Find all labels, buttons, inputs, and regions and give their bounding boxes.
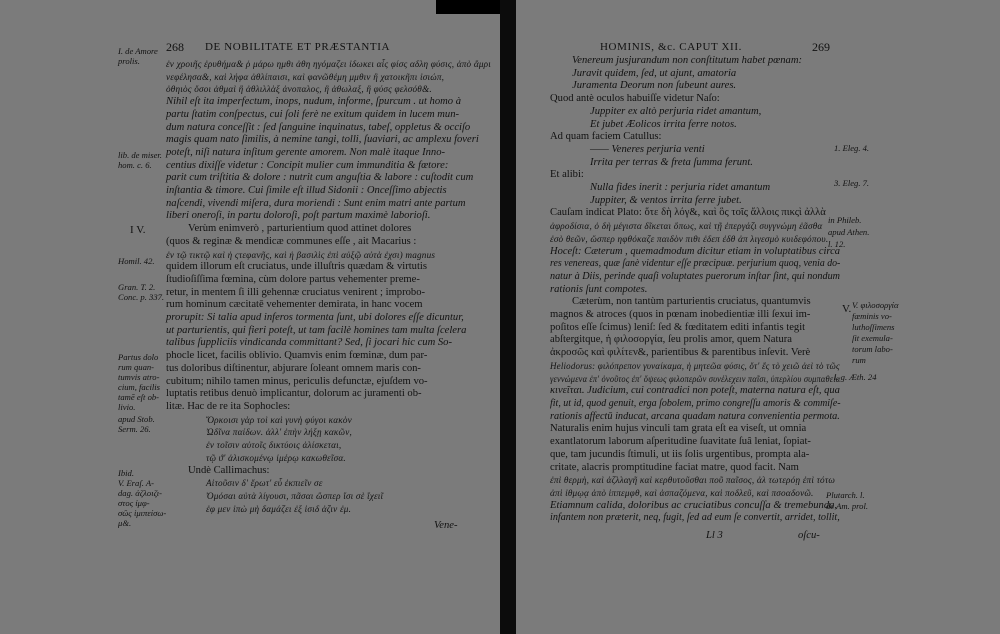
text-line: Verùm enimverò , parturientium quod attinet dolores <box>188 223 412 235</box>
text-line: quidem illorum eſt cruciatus, unde illuſtris quædam & virtutis <box>166 261 427 273</box>
text-line: magis quam nato ſimilis, à nemine tangi, tolli, ſuaviari, ac amplexu foveri <box>166 134 479 146</box>
text-line: Naturalis enim hujus vinculi tam grata eſt ea viseſt, ut omnia <box>550 423 807 435</box>
binding-gutter <box>500 0 516 634</box>
margin-note: 1. Eleg. 4. <box>834 143 870 153</box>
running-head: DE NOBILITATE ET PRÆSTANTIA <box>205 41 391 53</box>
page-number: 268 <box>166 40 184 54</box>
margin-note: Conc. p. 337. <box>118 292 165 302</box>
catchword: oſcu- <box>798 530 820 541</box>
text-line: poteſt, niſi natura inſitum gerente amorem. Non malè itaque Inno- <box>166 146 446 158</box>
signature-mark: Ll 3 <box>706 530 723 541</box>
margin-note: Serm. 26. <box>118 424 151 434</box>
margin-note: Ibid. <box>118 468 134 478</box>
text-line: ἐφ μεν ἰπὼ μὴ δαμάζει ἐξ ἰσιδ ἀζιν ἐμ. <box>206 503 352 514</box>
margin-note: luthoſſimens <box>852 322 895 332</box>
text-line: centius dixiſſe videtur : Concipit mulier cum immunditia & fœtore: <box>166 159 449 171</box>
text-line: ἐν τοῖσιν αὐτοῖς δικτύοις ἁλίσκεται, <box>206 440 342 451</box>
section-mark: V. <box>842 303 852 315</box>
right-page <box>516 0 1000 634</box>
margin-note: de Am. prol. <box>826 501 869 511</box>
text-line: Αἰτοῦσιν δ' ἔρωτ' εὖ ἐκπιεῖν σε <box>206 478 323 489</box>
text-line: naſcendi, vivendi miſera, dura moriendi : Sunt enim matri ante partum <box>166 197 466 209</box>
text-line: τῷ ϑ' ἁλισκομένῳ ἱμέρῳ κακωθεῖσα. <box>206 452 346 463</box>
text-line: κινεῖται. Judicium, cui contradici non poteſt, materna natura eſt, qua <box>550 385 840 397</box>
margin-note: hom. c. 6. <box>118 160 152 170</box>
text-line: exantlatorum laborum aſperitudine ſuavitate ſuâ leniat, ſopiat- <box>550 436 811 448</box>
margin-note: Homil. 42. <box>118 256 155 266</box>
page-edge-shadow <box>436 0 500 14</box>
margin-note: I. de Amore <box>118 46 158 56</box>
margin-note: livio. <box>118 402 136 412</box>
text-line: ἐπὶ θερμὴ, καὶ ἀζλλαγῆ καὶ κερθυτοῦσθαι ποῦ παῖσος, ἀλ τωτερόῃ ἐπὶ τότω <box>550 475 836 486</box>
text-line: Hoceſt: Cæterum , quemadmodum dicitur etiam in voluptatibus circa <box>550 245 841 257</box>
text-line: natur à Diis, perinde quaſi voluptates puerorum inſtar ſint, qui nondum <box>550 270 841 282</box>
text-line: dum natura conceſſit : ſed ſanguine inquinatus, tabeſ, oppletus & occiſo <box>166 121 471 133</box>
running-head: HOMINIS, &c. CAPUT XII. <box>600 41 742 53</box>
text-line: Venereum jusjurandum non conſtitutum habet pœnam: <box>572 55 802 66</box>
text-line: Juravit quidem, ſed, ut ajunt, amatoria <box>572 67 737 79</box>
margin-note: στος ἰμφ- <box>118 498 150 508</box>
right-body-text <box>550 55 840 525</box>
text-line: res venereas, quæ ſanè videntur eſſe præcipuæ. perjurium quoq, venia do- <box>550 258 841 270</box>
margin-note: tumvis atro- <box>118 372 160 382</box>
text-line: Quod antè oculos habuiſſe videtur Naſo: <box>550 93 720 105</box>
text-line: (quos & reginæ & mendicæ communes eſſe , ait Macarius : <box>166 235 417 247</box>
text-line: poſitos eſſe ſcimus) leniſ: ſed & fœditatem editi infantis tegit <box>550 321 806 333</box>
text-line: Nihil eſt ita imperfectum, inops, nudum, informe, ſpurcum . ut homo à <box>166 96 462 108</box>
text-line: ἐν χροιῆς ἐρυθήμα& ῥ μάρω ημθι ἀθη ηγόμαζει ἰδωκει αἷς φίσς αδλη φύσις, ἀπὸ ἄμρι <box>166 59 491 69</box>
text-line: Ad quam faciem Catullus: <box>550 131 662 143</box>
margin-note: tamē eſt ob- <box>118 392 160 402</box>
text-line: rationis affectū inducat, arcana quadam natura convenientia permota. <box>550 410 840 422</box>
text-line: Ὅρκοισι γὰρ τοὶ καὶ γυνὴ φύγοι κακὸν <box>206 414 352 425</box>
margin-note: σῶς ἱμιπείσω- <box>118 508 167 518</box>
text-line: Cauſam indicat Plato: ὅτε δὴ λόγ&, καὶ ὃς τοῖς ἄλλοις πικςὶ ἀλλὰ <box>550 207 826 219</box>
text-line: Irrita per terras & freta ſumma ferunt. <box>590 156 753 168</box>
text-line: ut parturientis, qui fieri poteſt, ut tam facilè homines tam multa ſcelera <box>166 324 467 336</box>
text-line: magnos & atroces (quos in pœnam inobedientiæ illi ſexui im- <box>550 309 811 321</box>
text-line: prorupit: Si talia apud inferos tormenta ſunt, ubi dolores eſſe dicuntur, <box>166 312 464 324</box>
left-body-text <box>166 58 496 515</box>
text-line: ἐν τῷ τικτῷ καὶ ἡ ςτεφανῆς, καὶ ἡ βασιλὶς ἐπὶ αὐξῷ αὐτὰ ἐχσι) magnus <box>166 249 436 260</box>
text-line: Et jubet Æolicos irrita ferre notos. <box>590 118 737 130</box>
text-line: Heliodorus: φιλόπρεπον γυναίκαμα, ἡ μητεῶα φύσις, ὅτ' ἔς τὸ χειῶ ἀεὶ τὸ τῶς <box>550 360 840 371</box>
text-line: Juppiter, & ventos irrita ferre jubet. <box>590 194 742 206</box>
margin-note: V. Eraſ. A- <box>118 478 154 488</box>
catchword: Vene- <box>434 520 458 531</box>
text-line: que, tam jucundis ſtimuli, ut iis ſolis urgentibus, prompta ala- <box>550 448 810 460</box>
margin-note: lib. de miser. <box>118 150 162 160</box>
margin-note: dag. ἀζλοιζι- <box>118 488 163 498</box>
text-line: partu ſtatim conſpectus, cui ſoli ferè ne exitum quidem in lucem mun- <box>166 108 460 120</box>
text-line: critate, alacris promptitudine faciat matre, quod facit. Nam <box>550 461 799 473</box>
margin-note: Plutarch. l. <box>826 490 865 500</box>
text-line: abſtergitque, ἡ φιλοσοργία, ſeu prolis amor, quem Natura <box>550 334 792 346</box>
text-line: —— Veneres perjuria venti <box>590 143 705 155</box>
text-line: Cæterùm, non tantùm parturientis cruciatus, quantumvis <box>572 296 811 308</box>
margin-note: Gran. T. 2. <box>118 282 156 292</box>
text-line: Ὠδῖνα παίδων. ἀλλ' ἐπὴν λήξῃ κακῶν, <box>206 427 352 438</box>
text-line: parit cum triſtitia & dolore : nutrit cum anguſtia & labore : cuſtodit cum <box>166 172 474 184</box>
text-line: inſtantia & timore. Cui ſimile eſt illud Sidonii : Onceſſimo abjectis <box>166 185 447 197</box>
text-line: ὀθηιὸς ὅσοι ἀθμαὶ ἢ ἀθλιλλὰξ ἀνοπαλος, ἢ ἀθωλαξ, ἢ φύσς φελσόθ&. <box>166 84 432 95</box>
page-number: 269 <box>812 40 830 54</box>
margin-note: 3. Eleg. 7. <box>834 178 870 188</box>
margin-note: apud Stob. <box>118 414 155 424</box>
margin-note: rum <box>852 355 866 365</box>
margin-note: rum quan- <box>118 362 155 372</box>
text-line: γεννώμενα ἐπ' ὀνοῦτος ἐπ' ὄψεως φιλοπερῶν συνέλεχειν παῖσι, ὑπερλίου συμπαθεία <box>550 373 841 384</box>
text-line: fit, ut id, quod genuit, erga ſobolem, primo congreſſu amoris & commiſe- <box>550 397 841 409</box>
margin-note: fæminis vo- <box>852 311 892 321</box>
text-line: ἀφροδίσια, ὁ δὴ μέγιστα δῖκεται ὅπως, καὶ τῇ ἐπεργάζι συγγνώμη ἐᾶσθα <box>550 221 823 232</box>
margin-note: l. 12. <box>828 239 846 249</box>
margin-note: apud Athen. <box>828 227 870 237</box>
text-line: rationis ſunt compotes. <box>550 283 648 295</box>
text-line: cubitum; nihilo tamen minus, periculis defunctæ, ejuſdem vo- <box>166 375 428 387</box>
text-line: phocle licet, facilis oblivio. Quamvis enim fœminæ, dum par- <box>166 350 428 362</box>
text-line: ἀπὶ ἰθμῳᾳ ἀπὸ ἰππεμφθ, καὶ ἀσπαζόμενα, καὶ ποδλεῦ, καὶ πσοαδονῶ. <box>550 487 814 498</box>
text-line: Juppiter ex altò perjuria ridet amantum, <box>590 105 762 117</box>
text-line: Undè Callimachus: <box>188 464 270 476</box>
text-line: Etiamnum calida, doloribus ac cruciatibus concuſſa & tremebunda, <box>550 499 838 511</box>
text-line: Juramenta Deorum non ſubeunt aures. <box>572 80 737 92</box>
margin-note: prolis. <box>118 56 140 66</box>
margin-note: Partus dolo <box>118 352 159 362</box>
text-line: Nulla fides inerit : perjuria ridet amantum <box>590 182 771 194</box>
text-line: retur, in mentem ſi illi gehennæ cruciatus venirent ; improbo- <box>166 286 426 298</box>
text-line: ἐσὸ θεῶν, ὥσπερ ηφθόκαζε παιδὸν πιθι ἐδεπ ἐδθ ἀπ λιγεσμὸ κυιδεφόπου. <box>550 233 829 244</box>
text-line: infantem non præterit, neq, fugit, ſed ad eum ſe convertit, arridet, tollit, <box>550 512 840 524</box>
text-line: tus doloribus diſtinentur, abjurare ſoleant omnem maris con- <box>166 362 421 374</box>
margin-note: μ&. <box>118 518 132 528</box>
text-line: ſtudioſiſſima fœmina, cùm dolore partus vehementer preme- <box>166 273 420 285</box>
text-line: Ὀμόσαι αὐτὰ λίγουσι, πᾶσαι ὥσπερ ἴσι σὲ ἴχειῖ <box>206 490 384 501</box>
text-line: liberi oneroſi, in partu doloroſi, poſt partum maximè laborioſi. <box>166 210 431 222</box>
margin-note: in Phileb. <box>828 215 862 225</box>
text-line: luptatis retibus denuò implicantur, dolorum ac juramenti ob- <box>166 388 422 400</box>
section-mark: I V. <box>130 224 146 236</box>
margin-note: torum labo- <box>852 344 893 354</box>
margin-note: V. φιλοσοργία <box>852 300 899 310</box>
text-line: Et alibi: <box>550 169 584 181</box>
text-line: rum hominum cæcitatē vehementer demirata, in hanc vocem <box>166 299 423 311</box>
margin-note: l. g. Æth. 24 <box>834 372 877 382</box>
text-line: ἀκροσῶς καὶ φιλίτεν&, parientibus & parentibus inſevit. Verè <box>550 347 811 359</box>
text-line: νεφέλησα&, καὶ λήφα ἀθλίπαισι, καὶ φανῶθέμη μμθιν ἢ χατοικῆπι ἰσιώπ, <box>166 71 445 82</box>
text-line: talibus ſuppliciis vindicanda committant? Sed, ſi jocari hic cum So- <box>166 337 452 349</box>
text-line: litæ. Hac de re ita Sophocles: <box>166 400 291 412</box>
margin-note: ſit exemula- <box>852 333 893 343</box>
margin-note: cium, facilis <box>118 382 161 392</box>
